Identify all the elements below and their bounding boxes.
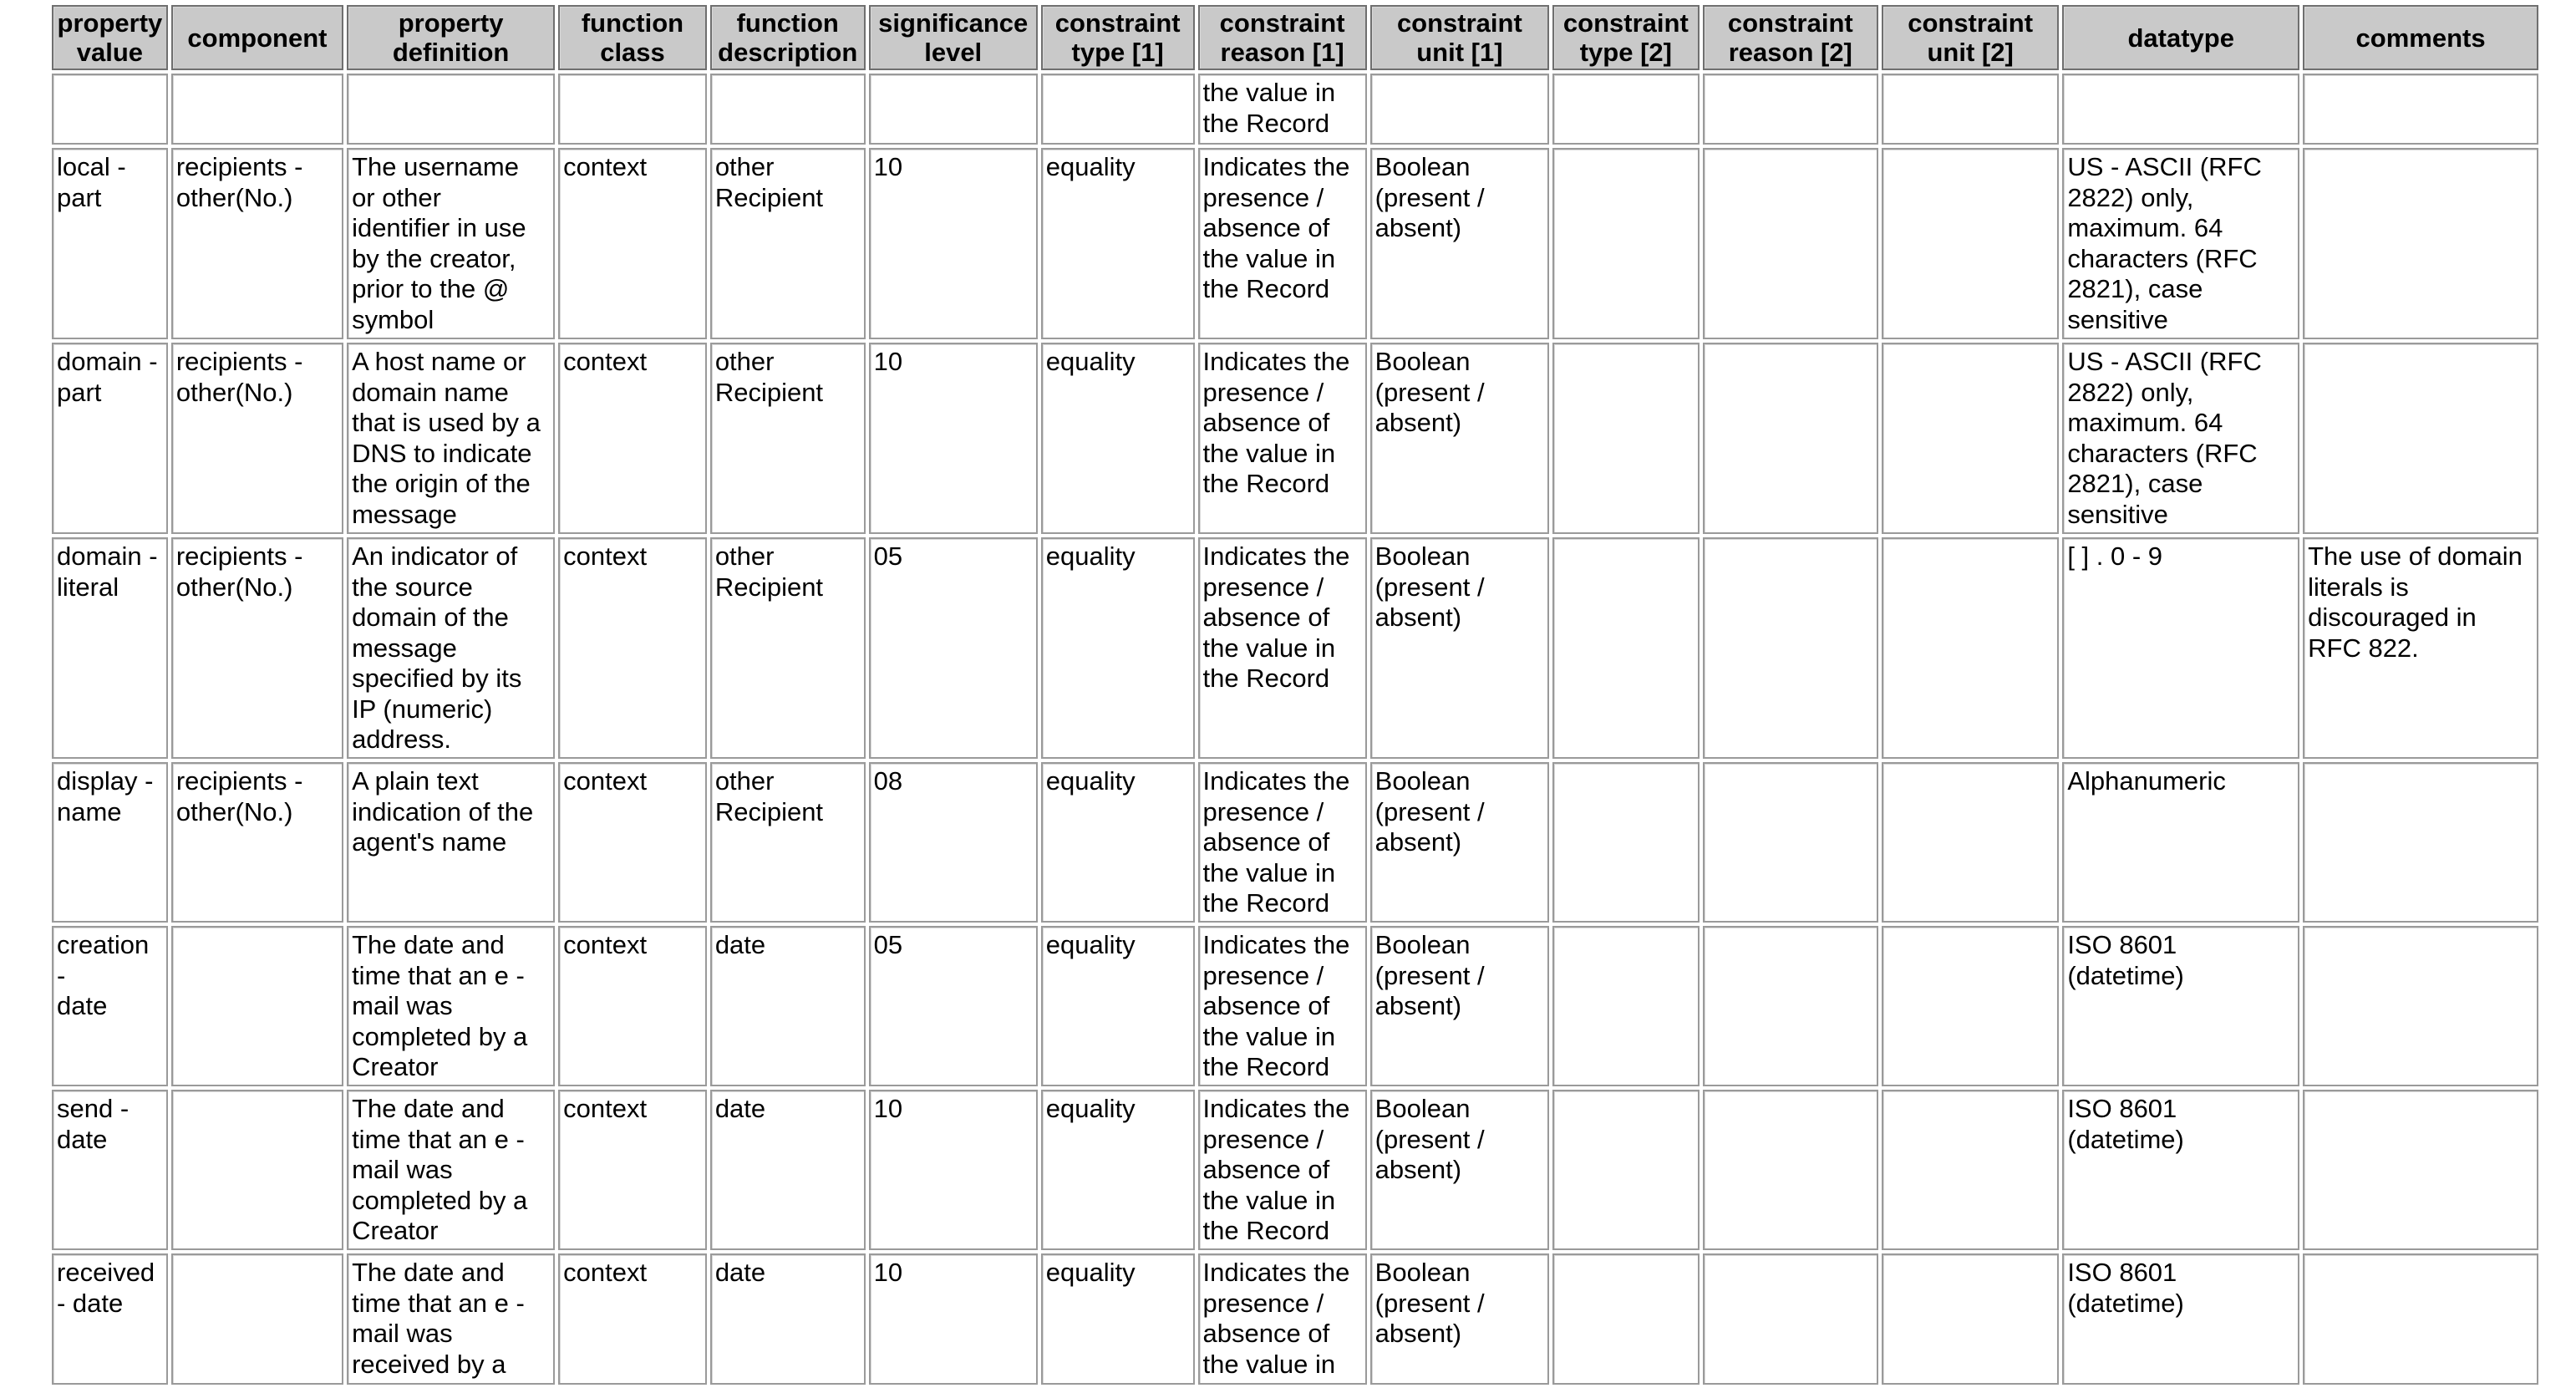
cell-constraint-unit-2 xyxy=(1882,926,2059,1086)
cell-property-definition: The date and time that an e - mail was received by a xyxy=(347,1253,555,1385)
cell-property-value: domain - part xyxy=(52,343,168,534)
cell-constraint-type-2 xyxy=(1552,926,1700,1086)
cell-constraint-type-2 xyxy=(1552,74,1700,145)
cell-datatype: US - ASCII (RFC 2822) only, maximum. 64 characters (RFC 2821), case sensitive xyxy=(2062,343,2299,534)
cell-datatype: ISO 8601 (datetime) xyxy=(2062,926,2299,1086)
cell-function-class xyxy=(558,74,707,145)
property-specification-sheet xyxy=(48,2,2542,1388)
cell-function-description: other Recipient xyxy=(710,537,866,759)
cell-constraint-reason-1: Indicates the presence / absence of the value in xyxy=(1198,1253,1367,1385)
cell-constraint-unit-1: Boolean (present / absent) xyxy=(1370,148,1549,339)
cell-component: recipients - other(No.) xyxy=(171,343,343,534)
cell-constraint-type-2 xyxy=(1552,762,1700,923)
cell-constraint-unit-1: Boolean (present / absent) xyxy=(1370,1253,1549,1385)
cell-property-definition: The username or other identifier in use by the creator, prior to the @ symbol xyxy=(347,148,555,339)
cell-comments xyxy=(2303,74,2538,145)
cell-constraint-reason-1: Indicates the presence / absence of the value in the Record xyxy=(1198,1090,1367,1250)
cell-property-value: received - date xyxy=(52,1253,168,1385)
table-row xyxy=(52,926,2538,1086)
column-header-significance-level: significance level xyxy=(869,5,1038,70)
cell-property-value: domain - literal xyxy=(52,537,168,759)
cell-significance-level: 10 xyxy=(869,343,1038,534)
cell-function-description: date xyxy=(710,926,866,1086)
table-row xyxy=(52,148,2538,339)
cell-significance-level: 10 xyxy=(869,1090,1038,1250)
cell-component: recipients - other(No.) xyxy=(171,148,343,339)
cell-constraint-type-1: equality xyxy=(1041,537,1195,759)
cell-constraint-reason-2 xyxy=(1703,1090,1878,1250)
cell-constraint-unit-2 xyxy=(1882,1090,2059,1250)
cell-constraint-unit-2 xyxy=(1882,1253,2059,1385)
cell-constraint-type-1: equality xyxy=(1041,1090,1195,1250)
cell-comments xyxy=(2303,1090,2538,1250)
cell-significance-level xyxy=(869,74,1038,145)
cell-constraint-type-1: equality xyxy=(1041,762,1195,923)
property-specification-table xyxy=(48,2,2542,1388)
cell-function-description xyxy=(710,74,866,145)
cell-constraint-unit-1: Boolean (present / absent) xyxy=(1370,537,1549,759)
cell-constraint-type-2 xyxy=(1552,343,1700,534)
cell-constraint-unit-2 xyxy=(1882,537,2059,759)
cell-constraint-type-2 xyxy=(1552,1090,1700,1250)
cell-property-value xyxy=(52,74,168,145)
cell-constraint-unit-2 xyxy=(1882,148,2059,339)
cell-significance-level: 08 xyxy=(869,762,1038,923)
cell-property-value: local - part xyxy=(52,148,168,339)
cell-constraint-reason-2 xyxy=(1703,74,1878,145)
cell-significance-level: 05 xyxy=(869,926,1038,1086)
cell-function-description: other Recipient xyxy=(710,148,866,339)
cell-function-class: context xyxy=(558,343,707,534)
cell-function-class: context xyxy=(558,762,707,923)
table-row xyxy=(52,1253,2538,1385)
cell-function-description: other Recipient xyxy=(710,343,866,534)
cell-constraint-unit-1: Boolean (present / absent) xyxy=(1370,926,1549,1086)
column-header-property-value: property value xyxy=(52,5,168,70)
cell-constraint-reason-2 xyxy=(1703,926,1878,1086)
cell-function-class: context xyxy=(558,1253,707,1385)
cell-function-class: context xyxy=(558,537,707,759)
cell-significance-level: 05 xyxy=(869,537,1038,759)
cell-constraint-type-2 xyxy=(1552,148,1700,339)
cell-function-description: date xyxy=(710,1253,866,1385)
cell-constraint-reason-2 xyxy=(1703,762,1878,923)
cell-constraint-reason-1: Indicates the presence / absence of the value in the Record xyxy=(1198,537,1367,759)
cell-constraint-type-1 xyxy=(1041,74,1195,145)
table-body xyxy=(52,74,2538,1385)
cell-datatype: [ ] . 0 - 9 xyxy=(2062,537,2299,759)
cell-comments: The use of domain literals is discouraged in RFC 822. xyxy=(2303,537,2538,759)
column-header-component: component xyxy=(171,5,343,70)
cell-function-class: context xyxy=(558,926,707,1086)
cell-constraint-type-1: equality xyxy=(1041,343,1195,534)
cell-constraint-unit-1 xyxy=(1370,74,1549,145)
cell-property-value: display - name xyxy=(52,762,168,923)
column-header-function-description: function description xyxy=(710,5,866,70)
cell-constraint-reason-2 xyxy=(1703,343,1878,534)
cell-constraint-type-2 xyxy=(1552,1253,1700,1385)
table-row xyxy=(52,74,2538,145)
cell-constraint-unit-1: Boolean (present / absent) xyxy=(1370,343,1549,534)
cell-constraint-reason-1: Indicates the presence / absence of the value in the Record xyxy=(1198,148,1367,339)
cell-comments xyxy=(2303,148,2538,339)
table-header xyxy=(52,5,2538,70)
cell-component xyxy=(171,74,343,145)
cell-datatype: US - ASCII (RFC 2822) only, maximum. 64 characters (RFC 2821), case sensitive xyxy=(2062,148,2299,339)
cell-constraint-reason-1: the value in the Record xyxy=(1198,74,1367,145)
cell-property-definition: The date and time that an e - mail was completed by a Creator xyxy=(347,926,555,1086)
column-header-constraint-reason-2: constraint reason [2] xyxy=(1703,5,1878,70)
cell-component: recipients - other(No.) xyxy=(171,537,343,759)
cell-constraint-unit-1: Boolean (present / absent) xyxy=(1370,762,1549,923)
cell-component xyxy=(171,1090,343,1250)
column-header-constraint-type-2: constraint type [2] xyxy=(1552,5,1700,70)
column-header-constraint-reason-1: constraint reason [1] xyxy=(1198,5,1367,70)
column-header-constraint-unit-1: constraint unit [1] xyxy=(1370,5,1549,70)
column-header-datatype: datatype xyxy=(2062,5,2299,70)
cell-constraint-unit-2 xyxy=(1882,74,2059,145)
cell-constraint-type-1: equality xyxy=(1041,926,1195,1086)
table-row xyxy=(52,343,2538,534)
cell-constraint-type-1: equality xyxy=(1041,1253,1195,1385)
cell-function-description: other Recipient xyxy=(710,762,866,923)
cell-significance-level: 10 xyxy=(869,1253,1038,1385)
cell-property-value: creation - date xyxy=(52,926,168,1086)
cell-property-definition xyxy=(347,74,555,145)
cell-constraint-unit-2 xyxy=(1882,762,2059,923)
cell-property-definition: An indicator of the source domain of the message specified by its IP (numeric) address. xyxy=(347,537,555,759)
cell-significance-level: 10 xyxy=(869,148,1038,339)
table-row xyxy=(52,762,2538,923)
cell-datatype: Alphanumeric xyxy=(2062,762,2299,923)
cell-constraint-reason-2 xyxy=(1703,537,1878,759)
cell-property-definition: A plain text indication of the agent's name xyxy=(347,762,555,923)
cell-constraint-unit-2 xyxy=(1882,343,2059,534)
table-row xyxy=(52,537,2538,759)
cell-property-definition: The date and time that an e - mail was completed by a Creator xyxy=(347,1090,555,1250)
cell-component xyxy=(171,1253,343,1385)
cell-function-class: context xyxy=(558,1090,707,1250)
column-header-property-definition: property definition xyxy=(347,5,555,70)
cell-function-class: context xyxy=(558,148,707,339)
header-row xyxy=(52,5,2538,70)
cell-constraint-reason-1: Indicates the presence / absence of the value in the Record xyxy=(1198,762,1367,923)
column-header-comments: comments xyxy=(2303,5,2538,70)
cell-comments xyxy=(2303,926,2538,1086)
column-header-function-class: function class xyxy=(558,5,707,70)
cell-constraint-type-2 xyxy=(1552,537,1700,759)
table-row xyxy=(52,1090,2538,1250)
cell-function-description: date xyxy=(710,1090,866,1250)
cell-comments xyxy=(2303,343,2538,534)
cell-constraint-reason-1: Indicates the presence / absence of the value in the Record xyxy=(1198,926,1367,1086)
column-header-constraint-type-1: constraint type [1] xyxy=(1041,5,1195,70)
cell-comments xyxy=(2303,762,2538,923)
cell-comments xyxy=(2303,1253,2538,1385)
column-header-constraint-unit-2: constraint unit [2] xyxy=(1882,5,2059,70)
cell-component: recipients - other(No.) xyxy=(171,762,343,923)
cell-component xyxy=(171,926,343,1086)
cell-property-value: send - date xyxy=(52,1090,168,1250)
cell-constraint-reason-2 xyxy=(1703,1253,1878,1385)
cell-datatype: ISO 8601 (datetime) xyxy=(2062,1253,2299,1385)
cell-constraint-reason-2 xyxy=(1703,148,1878,339)
cell-constraint-reason-1: Indicates the presence / absence of the value in the Record xyxy=(1198,343,1367,534)
cell-datatype xyxy=(2062,74,2299,145)
cell-constraint-unit-1: Boolean (present / absent) xyxy=(1370,1090,1549,1250)
cell-datatype: ISO 8601 (datetime) xyxy=(2062,1090,2299,1250)
cell-constraint-type-1: equality xyxy=(1041,148,1195,339)
cell-property-definition: A host name or domain name that is used by a DNS to indicate the origin of the message xyxy=(347,343,555,534)
